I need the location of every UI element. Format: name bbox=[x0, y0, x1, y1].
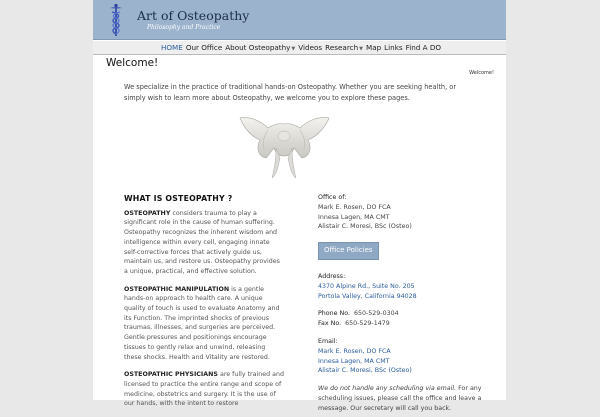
office-policies-button[interactable]: Office Policies bbox=[318, 242, 379, 260]
scheduling-note bbox=[318, 384, 498, 413]
breadcrumb: Welcome! bbox=[469, 70, 494, 76]
sphenoid-bone-image bbox=[238, 114, 331, 180]
nav-links[interactable]: Links bbox=[384, 43, 403, 52]
section-heading: WHAT IS OSTEOPATHY ? bbox=[124, 194, 233, 203]
fax-label: Fax No. bbox=[318, 320, 342, 328]
right-column bbox=[318, 193, 498, 414]
chevron-down-icon: ▼ bbox=[291, 46, 296, 52]
nav-our-office[interactable]: Our Office bbox=[185, 43, 223, 52]
text-physicians: are fully trained and licensed to practice the entire range and scope of medicine, obstetrics and surgery. It is the use of our hands, with the intent to restore bbox=[124, 371, 284, 408]
site-tagline: Philosophy and Practice bbox=[147, 24, 221, 31]
office-person: Alistair C. Moresi, BSc (Osteo) bbox=[318, 223, 412, 231]
office-person: Mark E. Rosen, DO FCA bbox=[318, 203, 391, 211]
paragraph-osteopathy bbox=[124, 209, 284, 277]
text-osteopathy: considers trauma to play a significant role in the cause of human suffering. Osteopathy recognizes the inherent wisdom and intelligence within every cell, engaging innate self-corrective forces that actively guide us, maintain us, and restore us. Osteopathy provides a unique, practical, and effective solution. bbox=[124, 209, 280, 275]
email-link[interactable]: Innesa Lagen, MA CMT bbox=[318, 357, 390, 365]
fax-value: 650-529-1479 bbox=[345, 320, 390, 328]
nav-map[interactable]: Map bbox=[366, 43, 382, 52]
main-nav bbox=[93, 41, 506, 55]
site-title[interactable]: Art of Osteopathy bbox=[137, 8, 250, 23]
phone-row bbox=[318, 309, 498, 319]
nav-about-osteopathy-label: About Osteopathy bbox=[225, 43, 291, 52]
nav-find-a-do[interactable]: Find A DO bbox=[405, 43, 442, 52]
nav-videos[interactable]: Videos bbox=[298, 43, 323, 52]
nav-research[interactable] bbox=[325, 43, 363, 52]
left-column bbox=[124, 194, 284, 417]
email-link[interactable]: Mark E. Rosen, DO FCA bbox=[318, 347, 391, 355]
site-header bbox=[93, 0, 506, 40]
term-osteopathy: OSTEOPATHY bbox=[124, 209, 171, 217]
text-manipulation: is a gentle hands-on approach to health care. A unique quality of touch is used to evaluate Anatomy and its Function. The imprinted shocks of previous traumas, illnesses, and surgeries are perceived. Gentle pressures and positionings encourage tissues to gently relax and unwind, releasing these shocks. Health and Vitality are restored. bbox=[124, 285, 280, 361]
phone-label: Phone No. bbox=[318, 310, 350, 318]
chevron-down-icon: ▼ bbox=[359, 46, 363, 52]
term-physicians: OSTEOPATHIC PHYSICIANS bbox=[124, 371, 218, 379]
office-label: Office of: bbox=[318, 194, 347, 201]
paragraph-physicians bbox=[124, 370, 284, 409]
page bbox=[93, 0, 506, 412]
address-line1-link[interactable]: 4370 Alpine Rd., Suite No. 205 bbox=[318, 282, 415, 290]
address-label: Address: bbox=[318, 272, 346, 280]
intro-paragraph: We specialize in the practice of traditional hands-on Osteopathy. Whether you are seeking health, or simply wish to learn more about Osteopathy, we welcome you to explore these pages. bbox=[124, 83, 457, 102]
scheduling-note-italic: We do not handle any scheduling via email. bbox=[318, 385, 457, 393]
fax-row bbox=[318, 319, 498, 329]
scheduling-note-text: For any scheduling issues, please call the office and leave a message. Our secretary will call you back. bbox=[318, 385, 482, 412]
nav-home[interactable]: HOME bbox=[161, 43, 183, 52]
office-person: Innesa Lagen, MA CMT bbox=[318, 213, 390, 221]
email-label: Email: bbox=[318, 337, 338, 345]
email-link[interactable]: Alistair C. Moresi, BSc (Osteo) bbox=[318, 367, 412, 375]
phone-value: 650-529-0304 bbox=[353, 310, 399, 318]
caduceus-icon[interactable] bbox=[107, 3, 125, 37]
page-title: Welcome! bbox=[106, 57, 159, 69]
address-line2-link[interactable]: Portola Valley, California 94028 bbox=[318, 292, 417, 300]
paragraph-manipulation bbox=[124, 285, 284, 363]
term-manipulation: OSTEOPATHIC MANIPULATION bbox=[124, 285, 230, 293]
nav-research-label: Research bbox=[325, 43, 359, 52]
nav-about-osteopathy[interactable] bbox=[225, 43, 295, 52]
